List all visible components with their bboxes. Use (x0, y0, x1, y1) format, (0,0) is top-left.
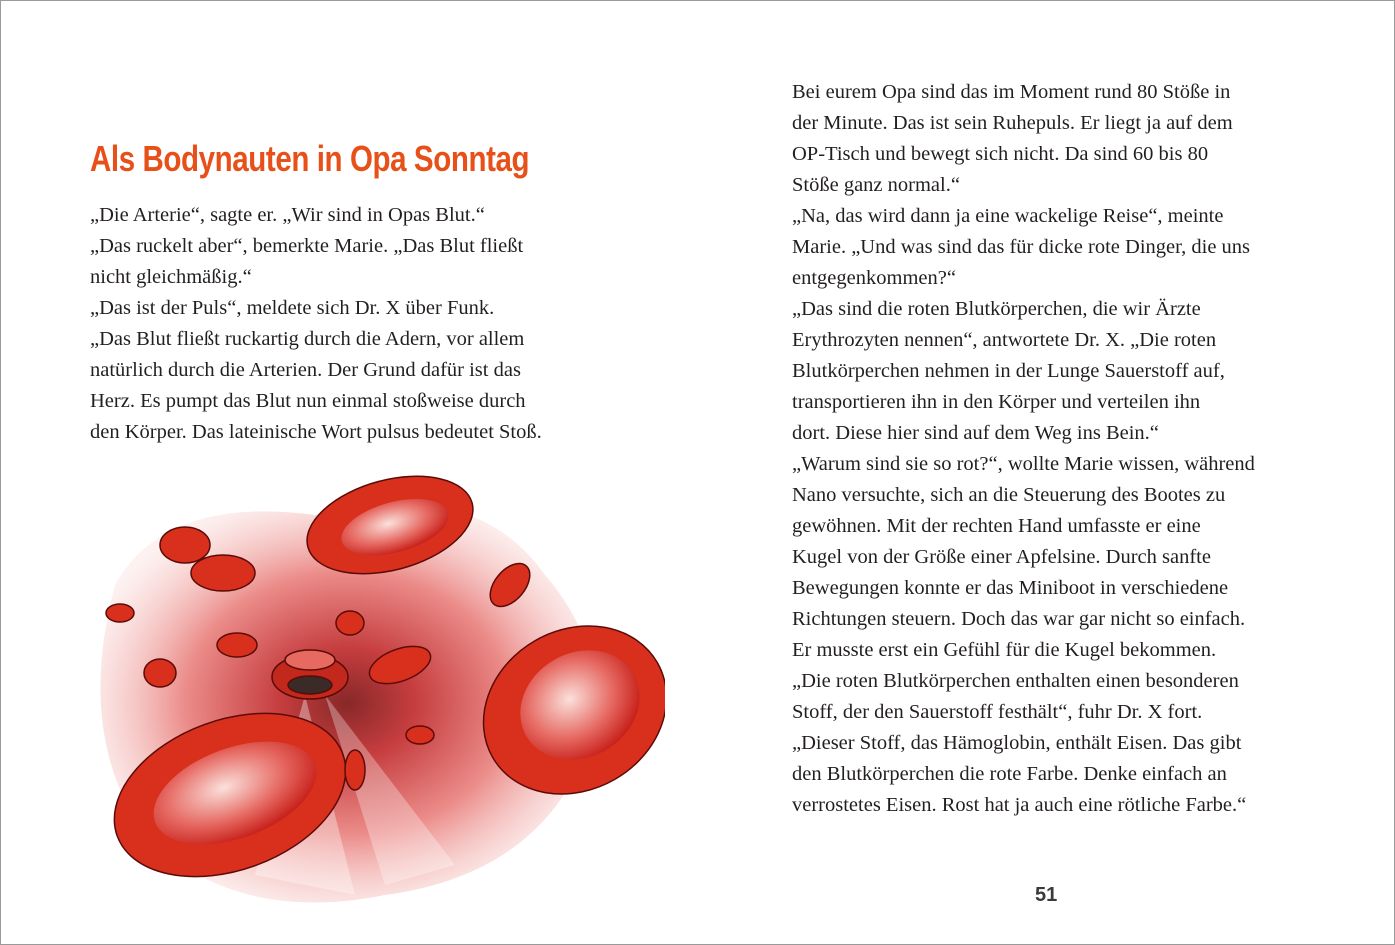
text-line: Er musste erst ein Gefühl für die Kugel bekommen. (792, 639, 1217, 661)
text-line: transportieren ihn in den Körper und verteilen ihn (792, 391, 1201, 413)
chapter-title: Als Bodynauten in Opa Sonntag (90, 138, 530, 179)
text-line: Kugel von der Größe einer Apfelsine. Durch sanfte (792, 546, 1211, 568)
text-line: „Das sind die roten Blutkörperchen, die wir Ärzte (792, 298, 1201, 320)
text-line: „Dieser Stoff, das Hämoglobin, enthält Eisen. Das gibt (792, 732, 1242, 754)
text-line: Nano versuchte, sich an die Steuerung des Bootes zu (792, 484, 1226, 506)
blood-cells-illustration (55, 455, 665, 925)
text-line: verrostetes Eisen. Rost hat ja auch eine rötliche Farbe.“ (792, 794, 1247, 816)
text-line: Erythrozyten nennen“, antwortete Dr. X. „Die roten (792, 329, 1217, 351)
text-line: Bewegungen konnte er das Miniboot in verschiedene (792, 577, 1229, 599)
text-line: Bei eurem Opa sind das im Moment rund 80 Stöße in (792, 81, 1231, 103)
text-line: gewöhnen. Mit der rechten Hand umfasste er eine (792, 515, 1201, 537)
text-line: „Das ist der Puls“, meldete sich Dr. X über Funk. (90, 297, 495, 319)
text-line: Stoff, der den Sauerstoff festhält“, fuhr Dr. X fort. (792, 701, 1203, 723)
text-line: „Na, das wird dann ja eine wackelige Reise“, meinte (792, 205, 1224, 227)
text-line: dort. Diese hier sind auf dem Weg ins Bein.“ (792, 422, 1159, 444)
page-number: 51 (1035, 884, 1058, 906)
text-line: Blutkörperchen nehmen in der Lunge Sauerstoff auf, (792, 360, 1225, 382)
text-line: natürlich durch die Arterien. Der Grund dafür ist das (90, 359, 521, 381)
text-line: entgegenkommen?“ (792, 267, 956, 289)
text-line: den Körper. Das lateinische Wort pulsus bedeutet Stoß. (90, 421, 542, 443)
text-line: den Blutkörperchen die rote Farbe. Denke einfach an (792, 763, 1227, 785)
text-line: Stöße ganz normal.“ (792, 174, 960, 196)
text-line: Marie. „Und was sind das für dicke rote Dinger, die uns (792, 236, 1251, 258)
text-line: „Die Arterie“, sagte er. „Wir sind in Opas Blut.“ (90, 204, 485, 226)
text-line: nicht gleichmäßig.“ (90, 266, 252, 288)
text-line: „Das ruckelt aber“, bemerkte Marie. „Das Blut fließt (90, 235, 524, 257)
text-line: OP-Tisch und bewegt sich nicht. Da sind 60 bis 80 (792, 143, 1209, 165)
text-line: „Warum sind sie so rot?“, wollte Marie wissen, während (792, 453, 1255, 475)
text-line: der Minute. Das ist sein Ruhepuls. Er liegt ja auf dem (792, 112, 1233, 134)
text-line: Herz. Es pumpt das Blut nun einmal stoßweise durch (90, 390, 526, 412)
text-line: „Das Blut fließt ruckartig durch die Adern, vor allem (90, 328, 525, 350)
right-text-column (792, 77, 1255, 821)
left-text-column (90, 200, 542, 448)
text-line: „Die roten Blutkörperchen enthalten einen besonderen (792, 670, 1239, 692)
text-line: Richtungen steuern. Doch das war gar nicht so einfach. (792, 608, 1246, 630)
